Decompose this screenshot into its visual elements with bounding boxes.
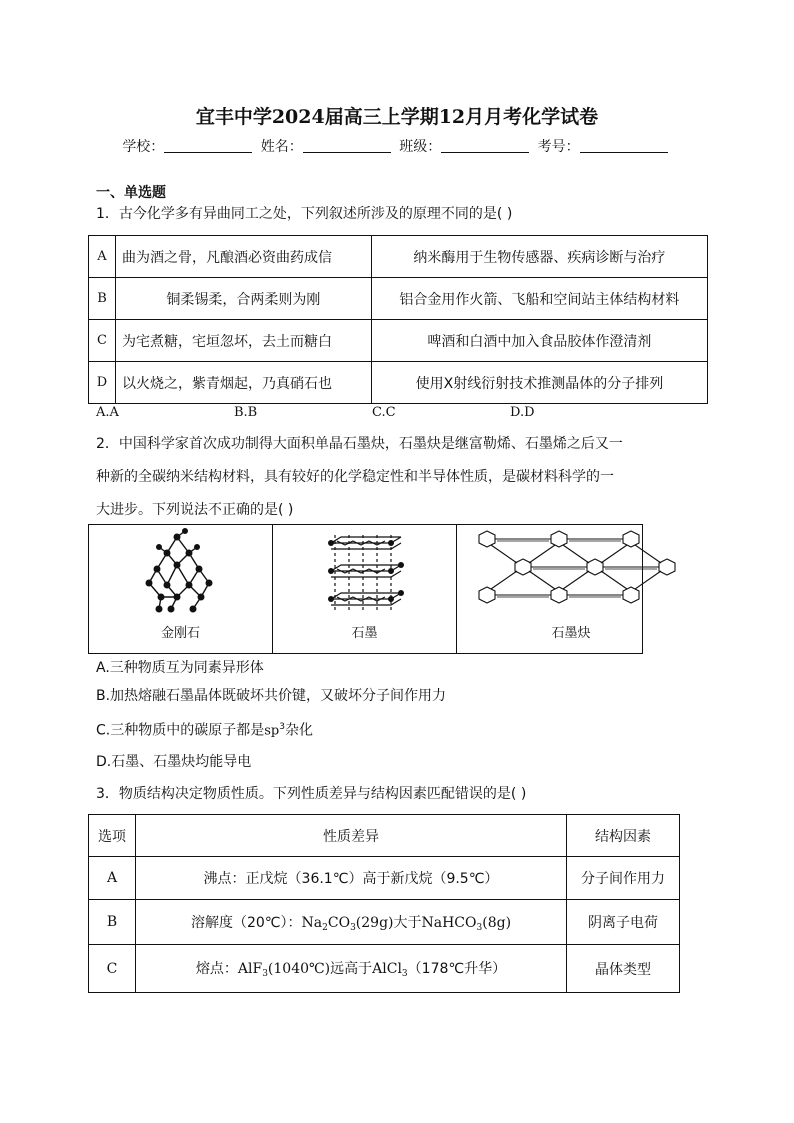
- col-header: 性质差异: [136, 815, 567, 857]
- table-row: [89, 857, 680, 900]
- name-label: 姓名：: [260, 139, 303, 155]
- table-row: [89, 278, 708, 320]
- row-key: B: [89, 900, 136, 945]
- q2-stem-line: 大进步。下列说法不正确的是( ): [96, 502, 294, 518]
- row-key: A: [89, 236, 116, 278]
- choice-a[interactable]: A.A: [96, 405, 119, 420]
- number-label: 考号：: [537, 139, 580, 155]
- student-info-line: [0, 136, 794, 156]
- q2-option-c-sup: 3: [279, 722, 285, 732]
- subscript: 3: [350, 922, 356, 933]
- graphdiyne-panel: [457, 525, 685, 653]
- caption-graphdiyne: 石墨炔: [551, 626, 591, 641]
- prop-text: 熔点：: [195, 961, 238, 977]
- row-factor: 阴离子电荷: [567, 900, 680, 945]
- prop-text: (1040℃)远高于: [267, 961, 373, 977]
- q2-stem-line: 2．中国科学家首次成功制得大面积单晶石墨炔，石墨炔是继富勒烯、石墨烯之后又一: [96, 436, 623, 452]
- q2-stem: [96, 428, 706, 527]
- diamond-panel: [89, 525, 273, 653]
- row-key: A: [89, 857, 136, 900]
- school-label: 学校：: [122, 139, 165, 155]
- row-key: C: [89, 320, 116, 362]
- q1-table: [88, 235, 708, 404]
- prop-text: 溶解度（20℃）：: [190, 914, 302, 931]
- row-right: 纳米酶用于生物传感器、疾病诊断与治疗: [371, 236, 707, 278]
- q2-option-a[interactable]: A.三种物质互为同素异形体: [96, 660, 264, 676]
- section-heading: 一、单选题: [96, 185, 166, 201]
- prop-text: （178℃升华）: [407, 961, 507, 977]
- formula: AlCl: [372, 961, 402, 977]
- q3-table: [88, 814, 680, 993]
- subscript: 3: [262, 969, 268, 979]
- row-property: [136, 900, 567, 945]
- choice-c[interactable]: C.C: [372, 405, 396, 420]
- formula: AlF: [237, 961, 263, 977]
- formula: Na: [301, 914, 323, 931]
- q2-option-c-tail: 杂化: [284, 722, 313, 739]
- class-label: 班级：: [399, 139, 442, 155]
- row-key: C: [89, 945, 136, 993]
- table-row: [89, 320, 708, 362]
- prop-text: (8g): [482, 914, 512, 931]
- school-field[interactable]: [164, 138, 252, 153]
- col-header: 结构因素: [567, 815, 680, 857]
- row-left: 为宅煮糖，宅垣忽坏，去土而糖白: [116, 320, 372, 362]
- graphite-panel: [273, 525, 457, 653]
- caption-graphite: 石墨: [351, 626, 378, 641]
- row-factor: 分子间作用力: [567, 857, 680, 900]
- row-left: 以火烧之，紫青烟起，乃真硝石也: [116, 362, 372, 404]
- table-row: [89, 362, 708, 404]
- prop-text: (29g)大于: [355, 914, 422, 931]
- name-field[interactable]: [303, 138, 391, 153]
- subscript: 2: [322, 922, 328, 933]
- q2-option-c-text: C.三种物质中的碳原子都是: [96, 722, 265, 739]
- page-title: 宜丰中学2024届高三上学期12月月考化学试卷: [195, 106, 599, 128]
- col-header: 选项: [89, 815, 136, 857]
- row-property: 沸点：正戊烷（36.1℃）高于新戊烷（9.5℃）: [136, 857, 567, 900]
- graphite-structure-image: [273, 525, 456, 625]
- class-field[interactable]: [441, 138, 529, 153]
- choice-d[interactable]: D.D: [510, 405, 535, 420]
- graphdiyne-structure-image: [457, 525, 685, 625]
- q2-option-b[interactable]: B.加热熔融石墨晶体既破坏共价键，又破坏分子间作用力: [96, 688, 447, 704]
- q3-stem: 3．物质结构决定物质性质。下列性质差异与结构因素匹配错误的是( ): [96, 786, 527, 802]
- subscript: 3: [476, 922, 483, 933]
- q2-option-d[interactable]: D.石墨、石墨炔均能导电: [96, 754, 252, 770]
- table-header-row: [89, 815, 680, 857]
- row-right: 啤酒和白酒中加入食品胶体作澄清剂: [371, 320, 707, 362]
- caption-diamond: 金刚石: [160, 626, 200, 641]
- row-property: [136, 945, 567, 993]
- row-right: 铝合金用作火箭、飞船和空间站主体结构材料: [371, 278, 707, 320]
- subscript: 3: [401, 969, 408, 979]
- carbon-structures-figure: [88, 524, 643, 654]
- table-row: [89, 900, 680, 945]
- row-key: D: [89, 362, 116, 404]
- table-row: [89, 945, 680, 993]
- q2-option-c-sp: sp: [264, 723, 280, 739]
- table-row: [89, 236, 708, 278]
- q2-option-c[interactable]: [96, 711, 706, 748]
- q1-stem: 1．古今化学多有异曲同工之处，下列叙述所涉及的原理不同的是( ): [96, 206, 513, 222]
- row-right: 使用X射线衍射技术推测晶体的分子排列: [371, 362, 707, 404]
- number-field[interactable]: [580, 138, 668, 153]
- choice-b[interactable]: B.B: [234, 405, 258, 420]
- q2-stem-line: 种新的全碳纳米结构材料，具有较好的化学稳定性和半导体性质，是碳材料科学的一: [96, 469, 614, 485]
- row-left: 曲为酒之骨，凡酿酒必资曲药成信: [116, 236, 372, 278]
- formula: CO: [327, 914, 351, 931]
- row-factor: 晶体类型: [567, 945, 680, 993]
- row-key: B: [89, 278, 116, 320]
- row-left: 铜柔锡柔，合两柔则为刚: [116, 278, 372, 320]
- q1-choices: [96, 405, 648, 420]
- formula: NaHCO: [421, 914, 477, 931]
- diamond-structure-image: [89, 525, 272, 625]
